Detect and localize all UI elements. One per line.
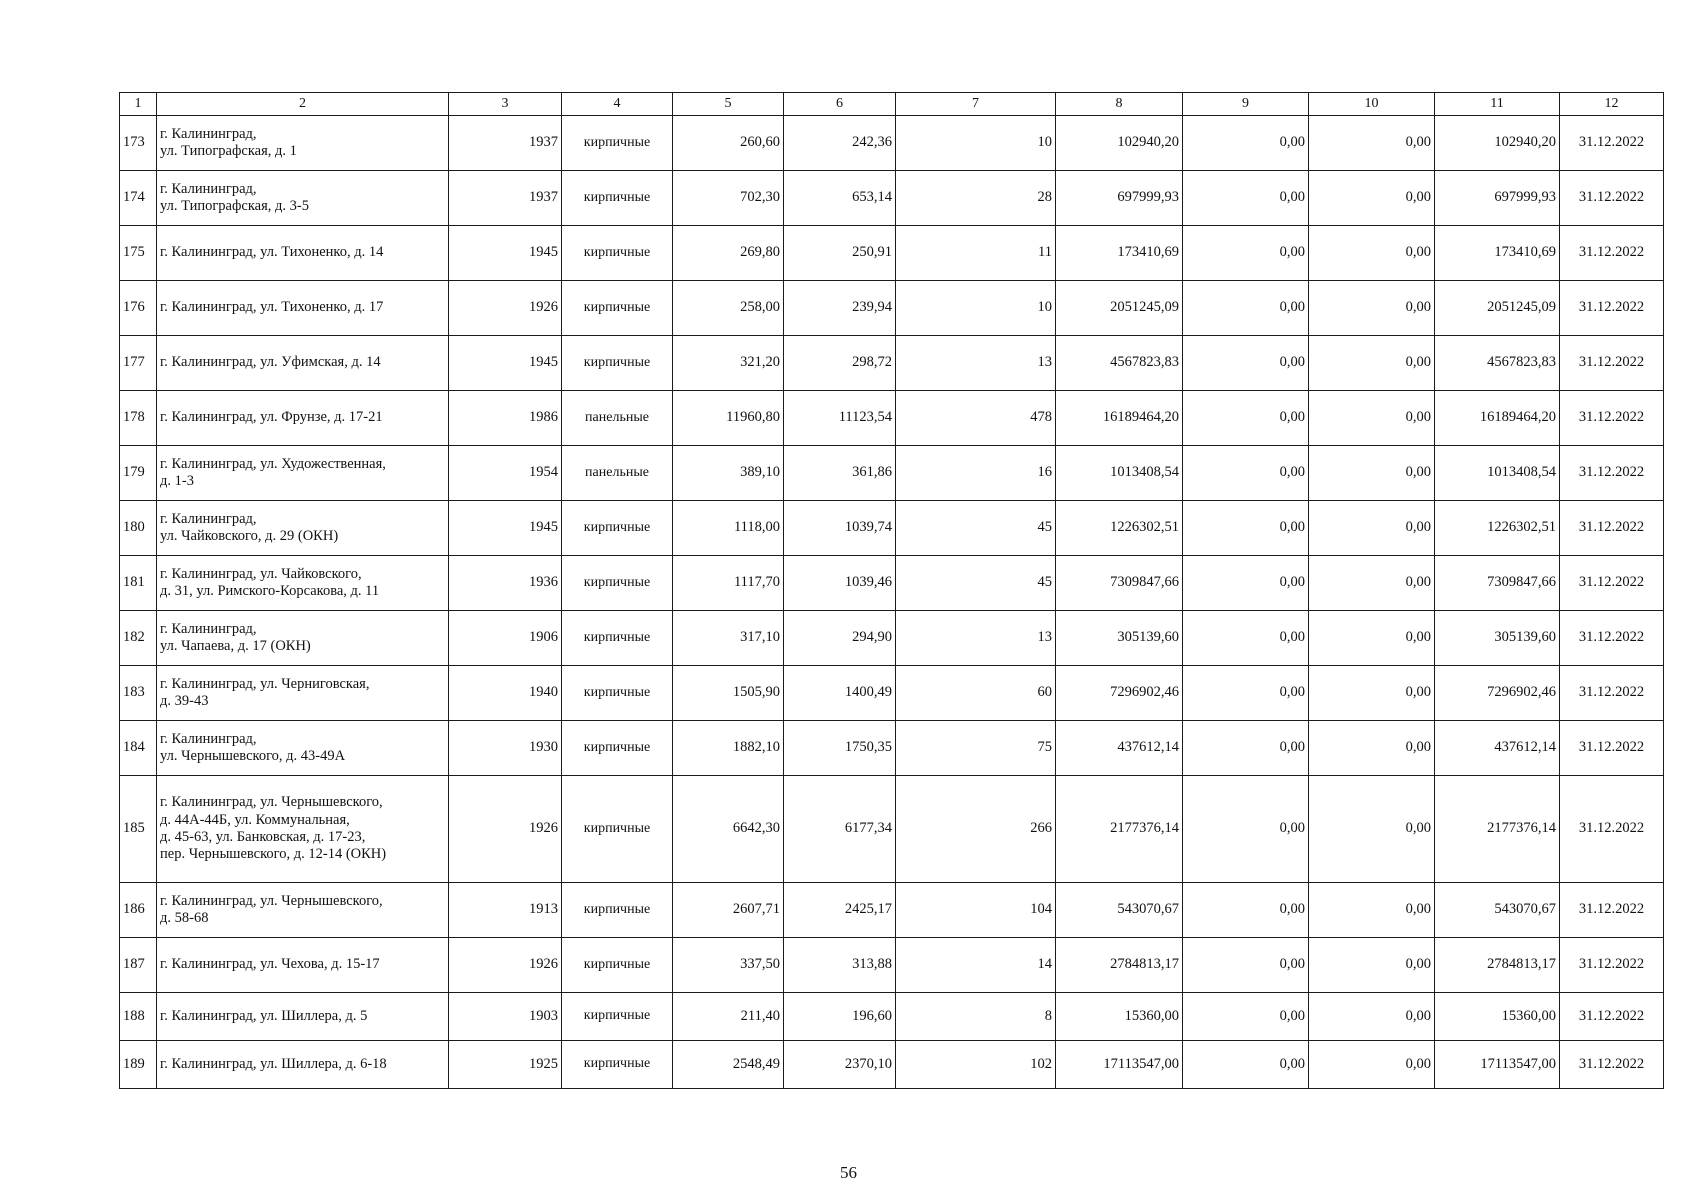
- table-body: [120, 116, 1664, 1089]
- amount-col9: 0,00: [1183, 446, 1309, 501]
- deadline-date: 31.12.2022: [1560, 776, 1664, 883]
- living-area: 361,86: [784, 446, 896, 501]
- year-built: 1954: [449, 446, 562, 501]
- amount-col8: 1226302,51: [1056, 501, 1183, 556]
- amount-col8: 697999,93: [1056, 171, 1183, 226]
- address-line: пер. Чернышевского, д. 12-14 (ОКН): [160, 846, 387, 863]
- year-built: 1926: [449, 776, 562, 883]
- amount-col11: 1226302,51: [1435, 501, 1560, 556]
- amount-col11: 102940,20: [1435, 116, 1560, 171]
- address-cell: [157, 501, 449, 556]
- residents: 60: [896, 666, 1056, 721]
- row-number: 175: [120, 226, 157, 281]
- address-line: г. Калининград, ул. Чернышевского,: [160, 892, 383, 909]
- header-col-6: 6: [784, 93, 896, 116]
- table-row: [120, 883, 1664, 938]
- address-line: г. Калининград, ул. Чехова, д. 15-17: [160, 956, 380, 973]
- address-line: д. 31, ул. Римского-Корсакова, д. 11: [160, 583, 380, 599]
- year-built: 1986: [449, 391, 562, 446]
- deadline-date: 31.12.2022: [1560, 171, 1664, 226]
- header-row: [120, 93, 1664, 116]
- deadline-date: 31.12.2022: [1560, 993, 1664, 1041]
- amount-col11: 4567823,83: [1435, 336, 1560, 391]
- address-line: г. Калининград, ул. Художественная,: [160, 455, 386, 472]
- address-cell: [157, 1041, 449, 1089]
- address-line: г. Калининград, ул. Чернышевского,: [160, 794, 383, 811]
- address-cell: [157, 446, 449, 501]
- row-number: 186: [120, 883, 157, 938]
- amount-col11: 305139,60: [1435, 611, 1560, 666]
- year-built: 1925: [449, 1041, 562, 1089]
- total-area: 6642,30: [673, 776, 784, 883]
- amount-col11: 1013408,54: [1435, 446, 1560, 501]
- residents: 266: [896, 776, 1056, 883]
- amount-col9: 0,00: [1183, 611, 1309, 666]
- row-number: 187: [120, 938, 157, 993]
- residents: 28: [896, 171, 1056, 226]
- living-area: 11123,54: [784, 391, 896, 446]
- amount-col8: 7296902,46: [1056, 666, 1183, 721]
- deadline-date: 31.12.2022: [1560, 116, 1664, 171]
- row-number: 177: [120, 336, 157, 391]
- deadline-date: 31.12.2022: [1560, 336, 1664, 391]
- wall-material: кирпичные: [562, 776, 673, 883]
- header-col-2: 2: [157, 93, 449, 116]
- year-built: 1913: [449, 883, 562, 938]
- row-number: 184: [120, 721, 157, 776]
- residents: 45: [896, 556, 1056, 611]
- address-line: г. Калининград, ул. Тихоненко, д. 17: [160, 299, 384, 316]
- wall-material: кирпичные: [562, 281, 673, 336]
- amount-col11: 7296902,46: [1435, 666, 1560, 721]
- year-built: 1906: [449, 611, 562, 666]
- residents: 10: [896, 116, 1056, 171]
- living-area: 1400,49: [784, 666, 896, 721]
- amount-col8: 2177376,14: [1056, 776, 1183, 883]
- address-cell: [157, 611, 449, 666]
- wall-material: кирпичные: [562, 721, 673, 776]
- amount-col8: 17113547,00: [1056, 1041, 1183, 1089]
- table-row: [120, 611, 1664, 666]
- amount-col10: 0,00: [1309, 721, 1435, 776]
- table-row: [120, 556, 1664, 611]
- amount-col10: 0,00: [1309, 611, 1435, 666]
- residents: 102: [896, 1041, 1056, 1089]
- amount-col9: 0,00: [1183, 336, 1309, 391]
- living-area: 2370,10: [784, 1041, 896, 1089]
- address-line: д. 1-3: [160, 473, 194, 489]
- address-cell: [157, 556, 449, 611]
- total-area: 1882,10: [673, 721, 784, 776]
- address-cell: [157, 721, 449, 776]
- amount-col9: 0,00: [1183, 666, 1309, 721]
- amount-col9: 0,00: [1183, 556, 1309, 611]
- amount-col11: 2784813,17: [1435, 938, 1560, 993]
- address-line: ул. Типографская, д. 3-5: [160, 198, 309, 214]
- page-number: 56: [840, 1163, 857, 1182]
- address-cell: [157, 116, 449, 171]
- address-line: г. Калининград, ул. Чайковского,: [160, 565, 362, 582]
- amount-col8: 7309847,66: [1056, 556, 1183, 611]
- amount-col9: 0,00: [1183, 1041, 1309, 1089]
- address-line: г. Калининград, ул. Фрунзе, д. 17-21: [160, 409, 383, 426]
- living-area: 313,88: [784, 938, 896, 993]
- header-col-5: 5: [673, 93, 784, 116]
- row-number: 183: [120, 666, 157, 721]
- table-row: [120, 336, 1664, 391]
- amount-col11: 543070,67: [1435, 883, 1560, 938]
- amount-col10: 0,00: [1309, 883, 1435, 938]
- table-row: [120, 993, 1664, 1041]
- amount-col11: 15360,00: [1435, 993, 1560, 1041]
- address-line: г. Калининград, ул. Черниговская,: [160, 675, 370, 692]
- row-number: 188: [120, 993, 157, 1041]
- total-area: 11960,80: [673, 391, 784, 446]
- address-line: г. Калининград,: [160, 125, 257, 142]
- table-row: [120, 721, 1664, 776]
- amount-col11: 697999,93: [1435, 171, 1560, 226]
- amount-col10: 0,00: [1309, 446, 1435, 501]
- amount-col8: 16189464,20: [1056, 391, 1183, 446]
- header-col-12: 12: [1560, 93, 1664, 116]
- header-col-4: 4: [562, 93, 673, 116]
- residents: 11: [896, 226, 1056, 281]
- wall-material: кирпичные: [562, 666, 673, 721]
- row-number: 179: [120, 446, 157, 501]
- amount-col9: 0,00: [1183, 721, 1309, 776]
- wall-material: кирпичные: [562, 336, 673, 391]
- amount-col10: 0,00: [1309, 938, 1435, 993]
- total-area: 1118,00: [673, 501, 784, 556]
- residents: 13: [896, 611, 1056, 666]
- living-area: 653,14: [784, 171, 896, 226]
- total-area: 1505,90: [673, 666, 784, 721]
- amount-col9: 0,00: [1183, 938, 1309, 993]
- header-col-8: 8: [1056, 93, 1183, 116]
- living-area: 242,36: [784, 116, 896, 171]
- living-area: 6177,34: [784, 776, 896, 883]
- address-cell: [157, 776, 449, 883]
- total-area: 269,80: [673, 226, 784, 281]
- amount-col8: 1013408,54: [1056, 446, 1183, 501]
- total-area: 337,50: [673, 938, 784, 993]
- address-line: г. Калининград,: [160, 510, 257, 527]
- amount-col9: 0,00: [1183, 281, 1309, 336]
- amount-col11: 2177376,14: [1435, 776, 1560, 883]
- amount-col9: 0,00: [1183, 171, 1309, 226]
- address-line: г. Калининград,: [160, 180, 257, 197]
- total-area: 2548,49: [673, 1041, 784, 1089]
- wall-material: панельные: [562, 391, 673, 446]
- residents: 14: [896, 938, 1056, 993]
- header-col-10: 10: [1309, 93, 1435, 116]
- table-row: [120, 776, 1664, 883]
- wall-material: кирпичные: [562, 501, 673, 556]
- header-col-9: 9: [1183, 93, 1309, 116]
- living-area: 1039,74: [784, 501, 896, 556]
- deadline-date: 31.12.2022: [1560, 446, 1664, 501]
- amount-col8: 2784813,17: [1056, 938, 1183, 993]
- amount-col10: 0,00: [1309, 391, 1435, 446]
- address-line: г. Калининград, ул. Шиллера, д. 5: [160, 1007, 368, 1024]
- amount-col8: 305139,60: [1056, 611, 1183, 666]
- year-built: 1945: [449, 501, 562, 556]
- amount-col8: 4567823,83: [1056, 336, 1183, 391]
- table-row: [120, 501, 1664, 556]
- deadline-date: 31.12.2022: [1560, 938, 1664, 993]
- living-area: 298,72: [784, 336, 896, 391]
- address-line: ул. Чернышевского, д. 43-49А: [160, 748, 346, 764]
- table-row: [120, 116, 1664, 171]
- row-number: 189: [120, 1041, 157, 1089]
- address-cell: [157, 226, 449, 281]
- deadline-date: 31.12.2022: [1560, 281, 1664, 336]
- deadline-date: 31.12.2022: [1560, 883, 1664, 938]
- wall-material: кирпичные: [562, 226, 673, 281]
- amount-col9: 0,00: [1183, 116, 1309, 171]
- amount-col8: 173410,69: [1056, 226, 1183, 281]
- total-area: 211,40: [673, 993, 784, 1041]
- amount-col11: 16189464,20: [1435, 391, 1560, 446]
- total-area: 389,10: [673, 446, 784, 501]
- total-area: 260,60: [673, 116, 784, 171]
- row-number: 174: [120, 171, 157, 226]
- residents: 10: [896, 281, 1056, 336]
- address-cell: [157, 171, 449, 226]
- deadline-date: 31.12.2022: [1560, 391, 1664, 446]
- amount-col10: 0,00: [1309, 1041, 1435, 1089]
- year-built: 1945: [449, 226, 562, 281]
- amount-col11: 7309847,66: [1435, 556, 1560, 611]
- deadline-date: 31.12.2022: [1560, 1041, 1664, 1089]
- wall-material: кирпичные: [562, 171, 673, 226]
- amount-col10: 0,00: [1309, 226, 1435, 281]
- residents: 13: [896, 336, 1056, 391]
- address-cell: [157, 666, 449, 721]
- table-row: [120, 171, 1664, 226]
- living-area: 294,90: [784, 611, 896, 666]
- year-built: 1940: [449, 666, 562, 721]
- address-line: ул. Чайковского, д. 29 (ОКН): [160, 528, 339, 544]
- total-area: 702,30: [673, 171, 784, 226]
- table-row: [120, 446, 1664, 501]
- amount-col8: 15360,00: [1056, 993, 1183, 1041]
- amount-col11: 173410,69: [1435, 226, 1560, 281]
- table-row: [120, 226, 1664, 281]
- address-cell: [157, 883, 449, 938]
- residents: 45: [896, 501, 1056, 556]
- amount-col11: 2051245,09: [1435, 281, 1560, 336]
- address-cell: [157, 391, 449, 446]
- amount-col9: 0,00: [1183, 501, 1309, 556]
- header-col-1: 1: [120, 93, 157, 116]
- address-line: д. 44А-44Б, ул. Коммунальная,: [160, 811, 350, 828]
- amount-col10: 0,00: [1309, 281, 1435, 336]
- table-row: [120, 281, 1664, 336]
- amount-col10: 0,00: [1309, 116, 1435, 171]
- amount-col10: 0,00: [1309, 501, 1435, 556]
- residents: 104: [896, 883, 1056, 938]
- living-area: 239,94: [784, 281, 896, 336]
- deadline-date: 31.12.2022: [1560, 501, 1664, 556]
- wall-material: кирпичные: [562, 611, 673, 666]
- amount-col9: 0,00: [1183, 776, 1309, 883]
- address-line: д. 39-43: [160, 693, 209, 709]
- living-area: 1039,46: [784, 556, 896, 611]
- living-area: 250,91: [784, 226, 896, 281]
- year-built: 1930: [449, 721, 562, 776]
- amount-col10: 0,00: [1309, 776, 1435, 883]
- address-line: д. 58-68: [160, 910, 209, 926]
- residents: 75: [896, 721, 1056, 776]
- row-number: 185: [120, 776, 157, 883]
- wall-material: кирпичные: [562, 993, 673, 1041]
- row-number: 182: [120, 611, 157, 666]
- amount-col10: 0,00: [1309, 666, 1435, 721]
- amount-col9: 0,00: [1183, 883, 1309, 938]
- deadline-date: 31.12.2022: [1560, 666, 1664, 721]
- wall-material: кирпичные: [562, 556, 673, 611]
- amount-col8: 437612,14: [1056, 721, 1183, 776]
- living-area: 1750,35: [784, 721, 896, 776]
- header-col-11: 11: [1435, 93, 1560, 116]
- total-area: 1117,70: [673, 556, 784, 611]
- table-row: [120, 666, 1664, 721]
- amount-col8: 102940,20: [1056, 116, 1183, 171]
- residents: 8: [896, 993, 1056, 1041]
- total-area: 258,00: [673, 281, 784, 336]
- header-col-3: 3: [449, 93, 562, 116]
- header-col-7: 7: [896, 93, 1056, 116]
- row-number: 173: [120, 116, 157, 171]
- table-row: [120, 1041, 1664, 1089]
- living-area: 196,60: [784, 993, 896, 1041]
- wall-material: кирпичные: [562, 938, 673, 993]
- year-built: 1926: [449, 938, 562, 993]
- amount-col10: 0,00: [1309, 171, 1435, 226]
- wall-material: кирпичные: [562, 883, 673, 938]
- year-built: 1937: [449, 171, 562, 226]
- deadline-date: 31.12.2022: [1560, 721, 1664, 776]
- table-row: [120, 938, 1664, 993]
- amount-col10: 0,00: [1309, 336, 1435, 391]
- address-line: г. Калининград, ул. Шиллера, д. 6-18: [160, 1055, 387, 1072]
- year-built: 1945: [449, 336, 562, 391]
- address-cell: [157, 281, 449, 336]
- amount-col10: 0,00: [1309, 556, 1435, 611]
- address-line: ул. Типографская, д. 1: [160, 143, 297, 159]
- year-built: 1926: [449, 281, 562, 336]
- address-line: г. Калининград, ул. Тихоненко, д. 14: [160, 244, 384, 261]
- amount-col9: 0,00: [1183, 993, 1309, 1041]
- total-area: 317,10: [673, 611, 784, 666]
- residents: 16: [896, 446, 1056, 501]
- amount-col11: 437612,14: [1435, 721, 1560, 776]
- residents: 478: [896, 391, 1056, 446]
- address-line: г. Калининград, ул. Уфимская, д. 14: [160, 354, 381, 371]
- deadline-date: 31.12.2022: [1560, 226, 1664, 281]
- wall-material: кирпичные: [562, 116, 673, 171]
- amount-col10: 0,00: [1309, 993, 1435, 1041]
- table-row: [120, 391, 1664, 446]
- living-area: 2425,17: [784, 883, 896, 938]
- year-built: 1937: [449, 116, 562, 171]
- year-built: 1936: [449, 556, 562, 611]
- housing-register-table: [119, 92, 1664, 1089]
- amount-col11: 17113547,00: [1435, 1041, 1560, 1089]
- amount-col9: 0,00: [1183, 391, 1309, 446]
- address-line: ул. Чапаева, д. 17 (ОКН): [160, 638, 311, 654]
- row-number: 180: [120, 501, 157, 556]
- address-cell: [157, 938, 449, 993]
- row-number: 181: [120, 556, 157, 611]
- address-cell: [157, 993, 449, 1041]
- wall-material: кирпичные: [562, 1041, 673, 1089]
- deadline-date: 31.12.2022: [1560, 556, 1664, 611]
- amount-col9: 0,00: [1183, 226, 1309, 281]
- row-number: 178: [120, 391, 157, 446]
- address-line: г. Калининград,: [160, 620, 257, 637]
- address-line: г. Калининград,: [160, 730, 257, 747]
- row-number: 176: [120, 281, 157, 336]
- wall-material: панельные: [562, 446, 673, 501]
- total-area: 2607,71: [673, 883, 784, 938]
- deadline-date: 31.12.2022: [1560, 611, 1664, 666]
- amount-col8: 2051245,09: [1056, 281, 1183, 336]
- amount-col8: 543070,67: [1056, 883, 1183, 938]
- column-number-header: [120, 93, 1664, 116]
- address-cell: [157, 336, 449, 391]
- total-area: 321,20: [673, 336, 784, 391]
- address-line: д. 45-63, ул. Банковская, д. 17-23,: [160, 829, 366, 845]
- year-built: 1903: [449, 993, 562, 1041]
